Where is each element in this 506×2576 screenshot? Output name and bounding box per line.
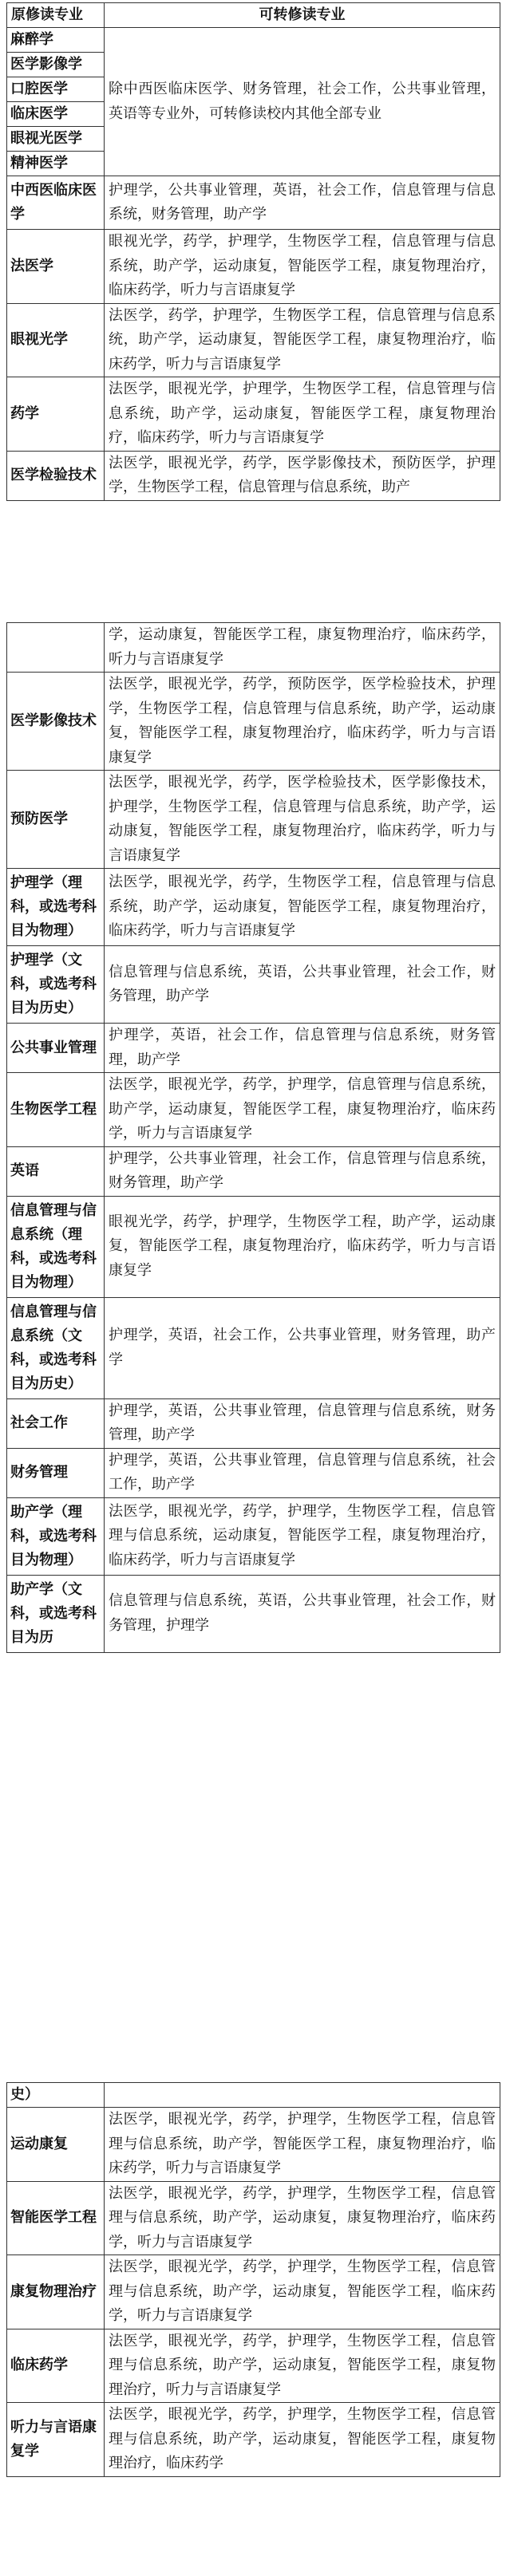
original-major-cell: 中西医临床医学 bbox=[7, 176, 105, 230]
transfer-table-part-1 bbox=[6, 2, 500, 501]
table-row bbox=[7, 176, 500, 230]
table-row bbox=[7, 451, 500, 500]
original-major-cell: 医学检验技术 bbox=[7, 451, 105, 500]
transfer-majors-cell: 眼视光学，药学，护理学，生物医学工程，信息管理与信息系统，助产学，运动康复，智能医学工程，康复物理治疗，临床药学，听力与言语康复学 bbox=[105, 230, 500, 304]
transfer-majors-cell: 护理学，英语，公共事业管理，信息管理与信息系统，财务管理，助产学 bbox=[105, 1398, 500, 1448]
original-major-cell: 麻醉学 bbox=[7, 28, 105, 53]
transfer-majors-cell: 法医学，眼视光学，药学，医学检验技术，医学影像技术，护理学，生物医学工程，信息管理与信息系统，助产学，运动康复，智能医学工程，康复物理治疗，临床药学，听力与言语康复学 bbox=[105, 771, 500, 869]
original-major-cell: 医学影像技术 bbox=[7, 673, 105, 771]
table-row bbox=[7, 1146, 500, 1196]
table-row bbox=[7, 1575, 500, 1652]
table-row bbox=[7, 1398, 500, 1448]
table-header-row bbox=[7, 3, 500, 28]
original-major-continuation: 史） bbox=[7, 2083, 105, 2108]
transfer-majors-cell: 眼视光学，药学，护理学，生物医学工程，助产学，运动康复，智能医学工程，康复物理治疗，临床药学，听力与言语康复学 bbox=[105, 1196, 500, 1297]
original-major-cell: 临床医学 bbox=[7, 102, 105, 127]
original-major-cell: 眼视光学 bbox=[7, 303, 105, 377]
original-major-cell: 生物医学工程 bbox=[7, 1073, 105, 1147]
table-row bbox=[7, 2108, 500, 2182]
transfer-majors-cell: 护理学，英语，社会工作，公共事业管理，财务管理，助产学 bbox=[105, 1297, 500, 1398]
table-row bbox=[7, 623, 500, 673]
transfer-majors-cell: 法医学，眼视光学，药学，生物医学工程，信息管理与信息系统，助产学，运动康复，智能医学工程，康复物理治疗，临床药学，听力与言语康复学 bbox=[105, 869, 500, 946]
original-major-cell bbox=[7, 623, 105, 673]
transfer-majors-cell: 信息管理与信息系统，英语，公共事业管理，社会工作，财务管理，助产学 bbox=[105, 946, 500, 1024]
original-major-cell: 医学影像学 bbox=[7, 53, 105, 77]
table-row bbox=[7, 1196, 500, 1297]
transfer-majors-cell: 法医学，药学，护理学，生物医学工程，信息管理与信息系统，助产学，运动康复，智能医学工程，康复物理治疗，临床药学，听力与言语康复学 bbox=[105, 303, 500, 377]
original-major-cell: 药学 bbox=[7, 377, 105, 452]
transfer-majors-cell bbox=[105, 2083, 500, 2108]
table-row bbox=[7, 771, 500, 869]
table-row bbox=[7, 377, 500, 452]
table-row bbox=[7, 2083, 500, 2108]
transfer-majors-cell: 护理学，英语，社会工作，信息管理与信息系统，财务管理，助产学 bbox=[105, 1024, 500, 1073]
original-major-cell: 信息管理与信息系统（理科，或选考科目为物理） bbox=[7, 1196, 105, 1297]
original-major-cell: 财务管理 bbox=[7, 1448, 105, 1497]
table-row bbox=[7, 2255, 500, 2329]
original-major-cell: 预防医学 bbox=[7, 771, 105, 869]
original-major-cell: 康复物理治疗 bbox=[7, 2255, 105, 2329]
transfer-majors-cell: 法医学，眼视光学，药学，护理学，生物医学工程，信息管理与信息系统，运动康复，智能医学工程，康复物理治疗，临床药学，听力与言语康复学 bbox=[105, 1497, 500, 1575]
table-row bbox=[7, 1448, 500, 1497]
transfer-majors-cell: 法医学，眼视光学，药学，护理学，生物医学工程，信息管理与信息系统，助产学，智能医学工程，康复物理治疗，临床药学，听力与言语康复学 bbox=[105, 2108, 500, 2182]
transfer-majors-cell: 除中西医临床医学、财务管理，社会工作，公共事业管理，英语等专业外，可转修读校内其他全部专业 bbox=[105, 28, 500, 176]
table-row bbox=[7, 1497, 500, 1575]
table-row bbox=[7, 673, 500, 771]
header-original-major: 原修读专业 bbox=[7, 3, 105, 28]
original-major-cell: 助产学（文科，或选考科目为历 bbox=[7, 1575, 105, 1652]
original-major-cell: 临床药学 bbox=[7, 2329, 105, 2403]
original-major-cell: 护理学（理科，或选考科目为物理） bbox=[7, 869, 105, 946]
transfer-majors-cell: 法医学，眼视光学，护理学，生物医学工程，信息管理与信息系统，助产学，运动康复，智能医学工程，康复物理治疗，临床药学，听力与言语康复学 bbox=[105, 377, 500, 452]
original-major-cell: 口腔医学 bbox=[7, 77, 105, 102]
header-transfer-majors: 可转修读专业 bbox=[105, 3, 500, 28]
table-row bbox=[7, 230, 500, 304]
original-major-cell: 护理学（文科，或选考科目为历史） bbox=[7, 946, 105, 1024]
table-row bbox=[7, 2329, 500, 2403]
table-row bbox=[7, 869, 500, 946]
transfer-majors-cell: 信息管理与信息系统，英语，公共事业管理，社会工作，财务管理，护理学 bbox=[105, 1575, 500, 1652]
original-major-cell: 公共事业管理 bbox=[7, 1024, 105, 1073]
original-major-cell: 眼视光医学 bbox=[7, 127, 105, 152]
transfer-table-part-2 bbox=[6, 622, 500, 1653]
original-major-cell: 社会工作 bbox=[7, 1398, 105, 1448]
transfer-majors-cell: 护理学，英语，公共事业管理，信息管理与信息系统，社会工作，助产学 bbox=[105, 1448, 500, 1497]
transfer-majors-cell: 法医学，眼视光学，药学，护理学，生物医学工程，信息管理与信息系统，助产学，运动康复，康复物理治疗，临床药学，听力与言语康复学 bbox=[105, 2181, 500, 2255]
original-major-cell: 英语 bbox=[7, 1146, 105, 1196]
transfer-majors-cell: 法医学，眼视光学，药学，护理学，生物医学工程，信息管理与信息系统，助产学，运动康复，智能医学工程，临床药学，听力与言语康复学 bbox=[105, 2255, 500, 2329]
original-major-cell: 信息管理与信息系统（文科，或选考科目为历史） bbox=[7, 1297, 105, 1398]
table-row bbox=[7, 303, 500, 377]
transfer-table-part-3 bbox=[6, 2082, 500, 2477]
original-major-cell: 听力与言语康复学 bbox=[7, 2403, 105, 2477]
transfer-majors-cell: 法医学，眼视光学，药学，护理学，生物医学工程，信息管理与信息系统，助产学，运动康复，智能医学工程，康复物理治疗，临床药学 bbox=[105, 2403, 500, 2477]
table-row bbox=[7, 1024, 500, 1073]
transfer-majors-cell: 法医学，眼视光学，药学，护理学，生物医学工程，信息管理与信息系统，助产学，运动康复，智能医学工程，康复物理治疗，听力与言语康复学 bbox=[105, 2329, 500, 2403]
table-row bbox=[7, 2181, 500, 2255]
table-row bbox=[7, 946, 500, 1024]
original-major-cell: 精神医学 bbox=[7, 152, 105, 176]
transfer-majors-cell: 法医学，眼视光学，药学，预防医学，医学检验技术，护理学，生物医学工程，信息管理与信息系统，助产学，运动康复，智能医学工程，康复物理治疗，临床药学，听力与言语康复学 bbox=[105, 673, 500, 771]
transfer-majors-cell: 护理学，公共事业管理，社会工作，信息管理与信息系统，财务管理，助产学 bbox=[105, 1146, 500, 1196]
original-major-cell: 助产学（理科，或选考科目为物理） bbox=[7, 1497, 105, 1575]
transfer-majors-continuation: 学，运动康复，智能医学工程，康复物理治疗，临床药学，听力与言语康复学 bbox=[105, 623, 500, 673]
transfer-majors-cell: 法医学，眼视光学，药学，护理学，信息管理与信息系统，助产学，运动康复，智能医学工程，康复物理治疗，临床药学，听力与言语康复学 bbox=[105, 1073, 500, 1147]
original-major-cell: 运动康复 bbox=[7, 2108, 105, 2182]
transfer-majors-cell: 法医学，眼视光学，药学，医学影像技术，预防医学，护理学，生物医学工程，信息管理与信息系统，助产 bbox=[105, 451, 500, 500]
original-major-cell: 法医学 bbox=[7, 230, 105, 304]
original-major-cell: 智能医学工程 bbox=[7, 2181, 105, 2255]
table-row bbox=[7, 1297, 500, 1398]
table-row bbox=[7, 1073, 500, 1147]
transfer-majors-cell: 护理学，公共事业管理，英语，社会工作，信息管理与信息系统，财务管理，助产学 bbox=[105, 176, 500, 230]
table-row bbox=[7, 28, 500, 53]
table-row bbox=[7, 2403, 500, 2477]
